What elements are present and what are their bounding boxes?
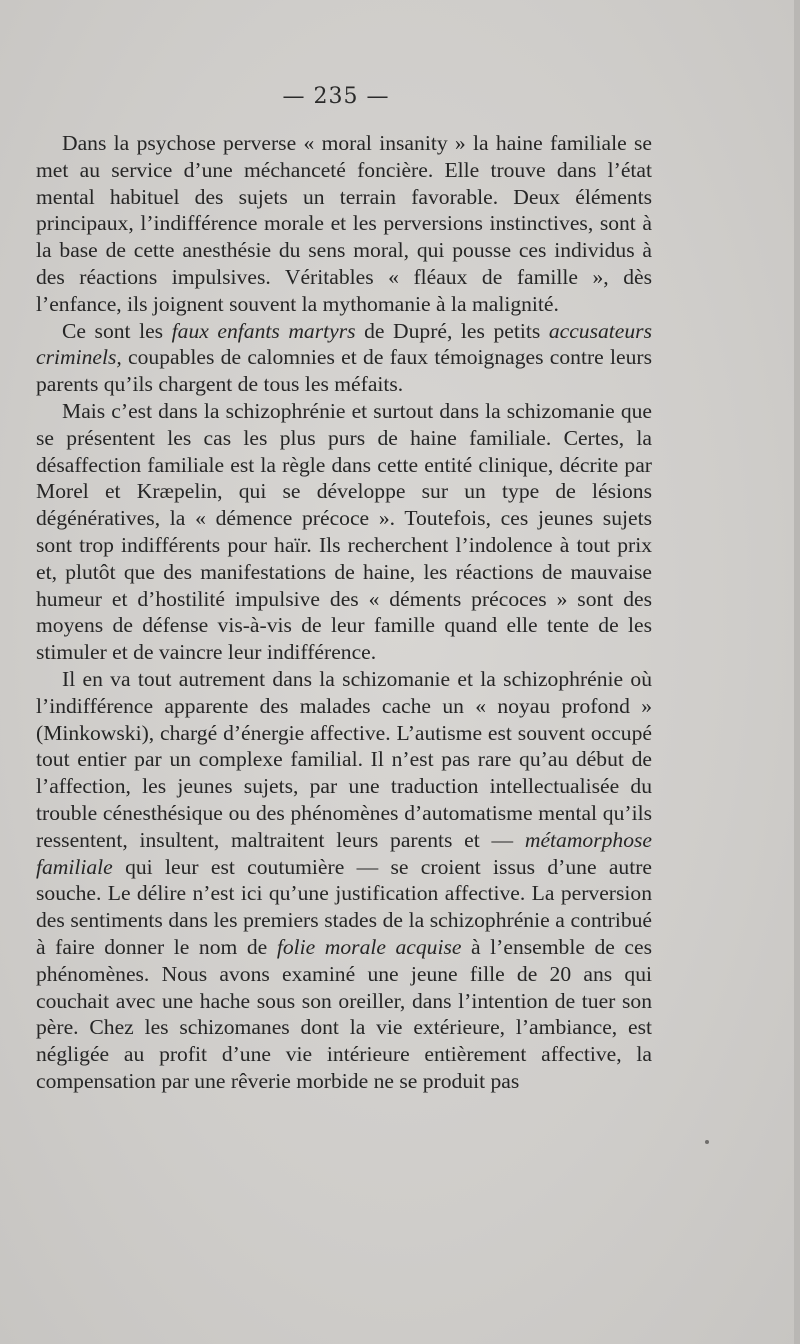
text-run: qui leur est coutumière — se croient issus d’une autre souche. Le délire n’est ici qu’une justification affective. La perversion des sentiments dans les premiers stades de la schizophrénie a contribué à faire donner le nom de	[36, 854, 652, 959]
text-run: Mais c’est dans la schizophrénie et surtout dans la schizomanie que se présentent les cas les plus purs de haine familiale. Certes, la désaffection familiale est la règle dans cette entité clinique, décrite par Morel et Kræpelin, qui se développe sur un type de lésions dégénératives, la « démence précoce ». Toutefois, ces jeunes sujets sont trop indifférents pour haïr. Ils recherchent l’indolence à tout prix et, plutôt que des manifestations de haine, les réactions de mauvaise humeur et d’hostilité impulsive des « déments précoces » sont des moyens de défense vis-à-vis de leur famille quand elle tente de les stimuler et de vaincre leur indifférence.	[36, 398, 652, 665]
text-run: Ce sont les	[62, 318, 172, 343]
page-edge	[794, 0, 800, 1344]
text-run: coupables de calomnies et de faux témoignages contre leurs parents qu’ils chargent de tous les méfaits.	[36, 345, 652, 397]
paragraph	[36, 130, 652, 318]
text-body	[36, 130, 652, 1095]
text-run: Dans la psychose perverse « moral insanity » la haine familiale se met au service d’une méchanceté foncière. Elle trouve dans l’état mental habituel des sujets un terrain favorable. Deux éléments principaux, l’indifférence morale et les perversions instinctives, sont à la base de cette anesthésie du sens moral, qui pousse ces individus à des réactions impulsives. Véritables « fléaux de famille », dès l’enfance, ils joignent souvent la mythomanie à la malignité.	[36, 131, 652, 316]
paragraph	[36, 398, 652, 666]
italic-text: métamorphose familiale	[36, 827, 652, 879]
page-number: — 235 —	[282, 84, 390, 109]
italic-text: folie morale acquise	[276, 934, 462, 959]
paragraph	[36, 318, 652, 398]
text-run: Il en va tout autrement dans la schizomanie et la schizophrénie où l’indifférence apparente des malades cache un « noyau profond » (Minkowski), chargé d’énergie affective. L’autisme est souvent occupé tout entier par un complexe familial. Il n’est pas rare qu’au début de l’affection, les jeunes sujets, par une traduction intellectualisée du trouble cénesthésique ou des phénomènes d’automatisme mental qu’ils ressentent, insultent, maltraitent leurs parents et —	[36, 666, 652, 852]
paragraph	[36, 666, 652, 1095]
italic-text: faux enfants martyrs	[171, 318, 356, 343]
paper-speck	[705, 1140, 709, 1144]
text-run: de Dupré, les petits	[355, 318, 549, 343]
italic-text: accusateurs criminels,	[36, 318, 652, 370]
text-run: à l’ensemble de ces phénomènes. Nous avons examiné une jeune fille de 20 ans qui couchait avec une hache sous son oreiller, dans l’intention de tuer son père. Chez les schizomanes dont la vie extérieure, l’ambiance, est négligée au profit d’une vie intérieure entièrement affective, la compensation par une rêverie morbide ne se produit pas	[36, 934, 652, 1093]
